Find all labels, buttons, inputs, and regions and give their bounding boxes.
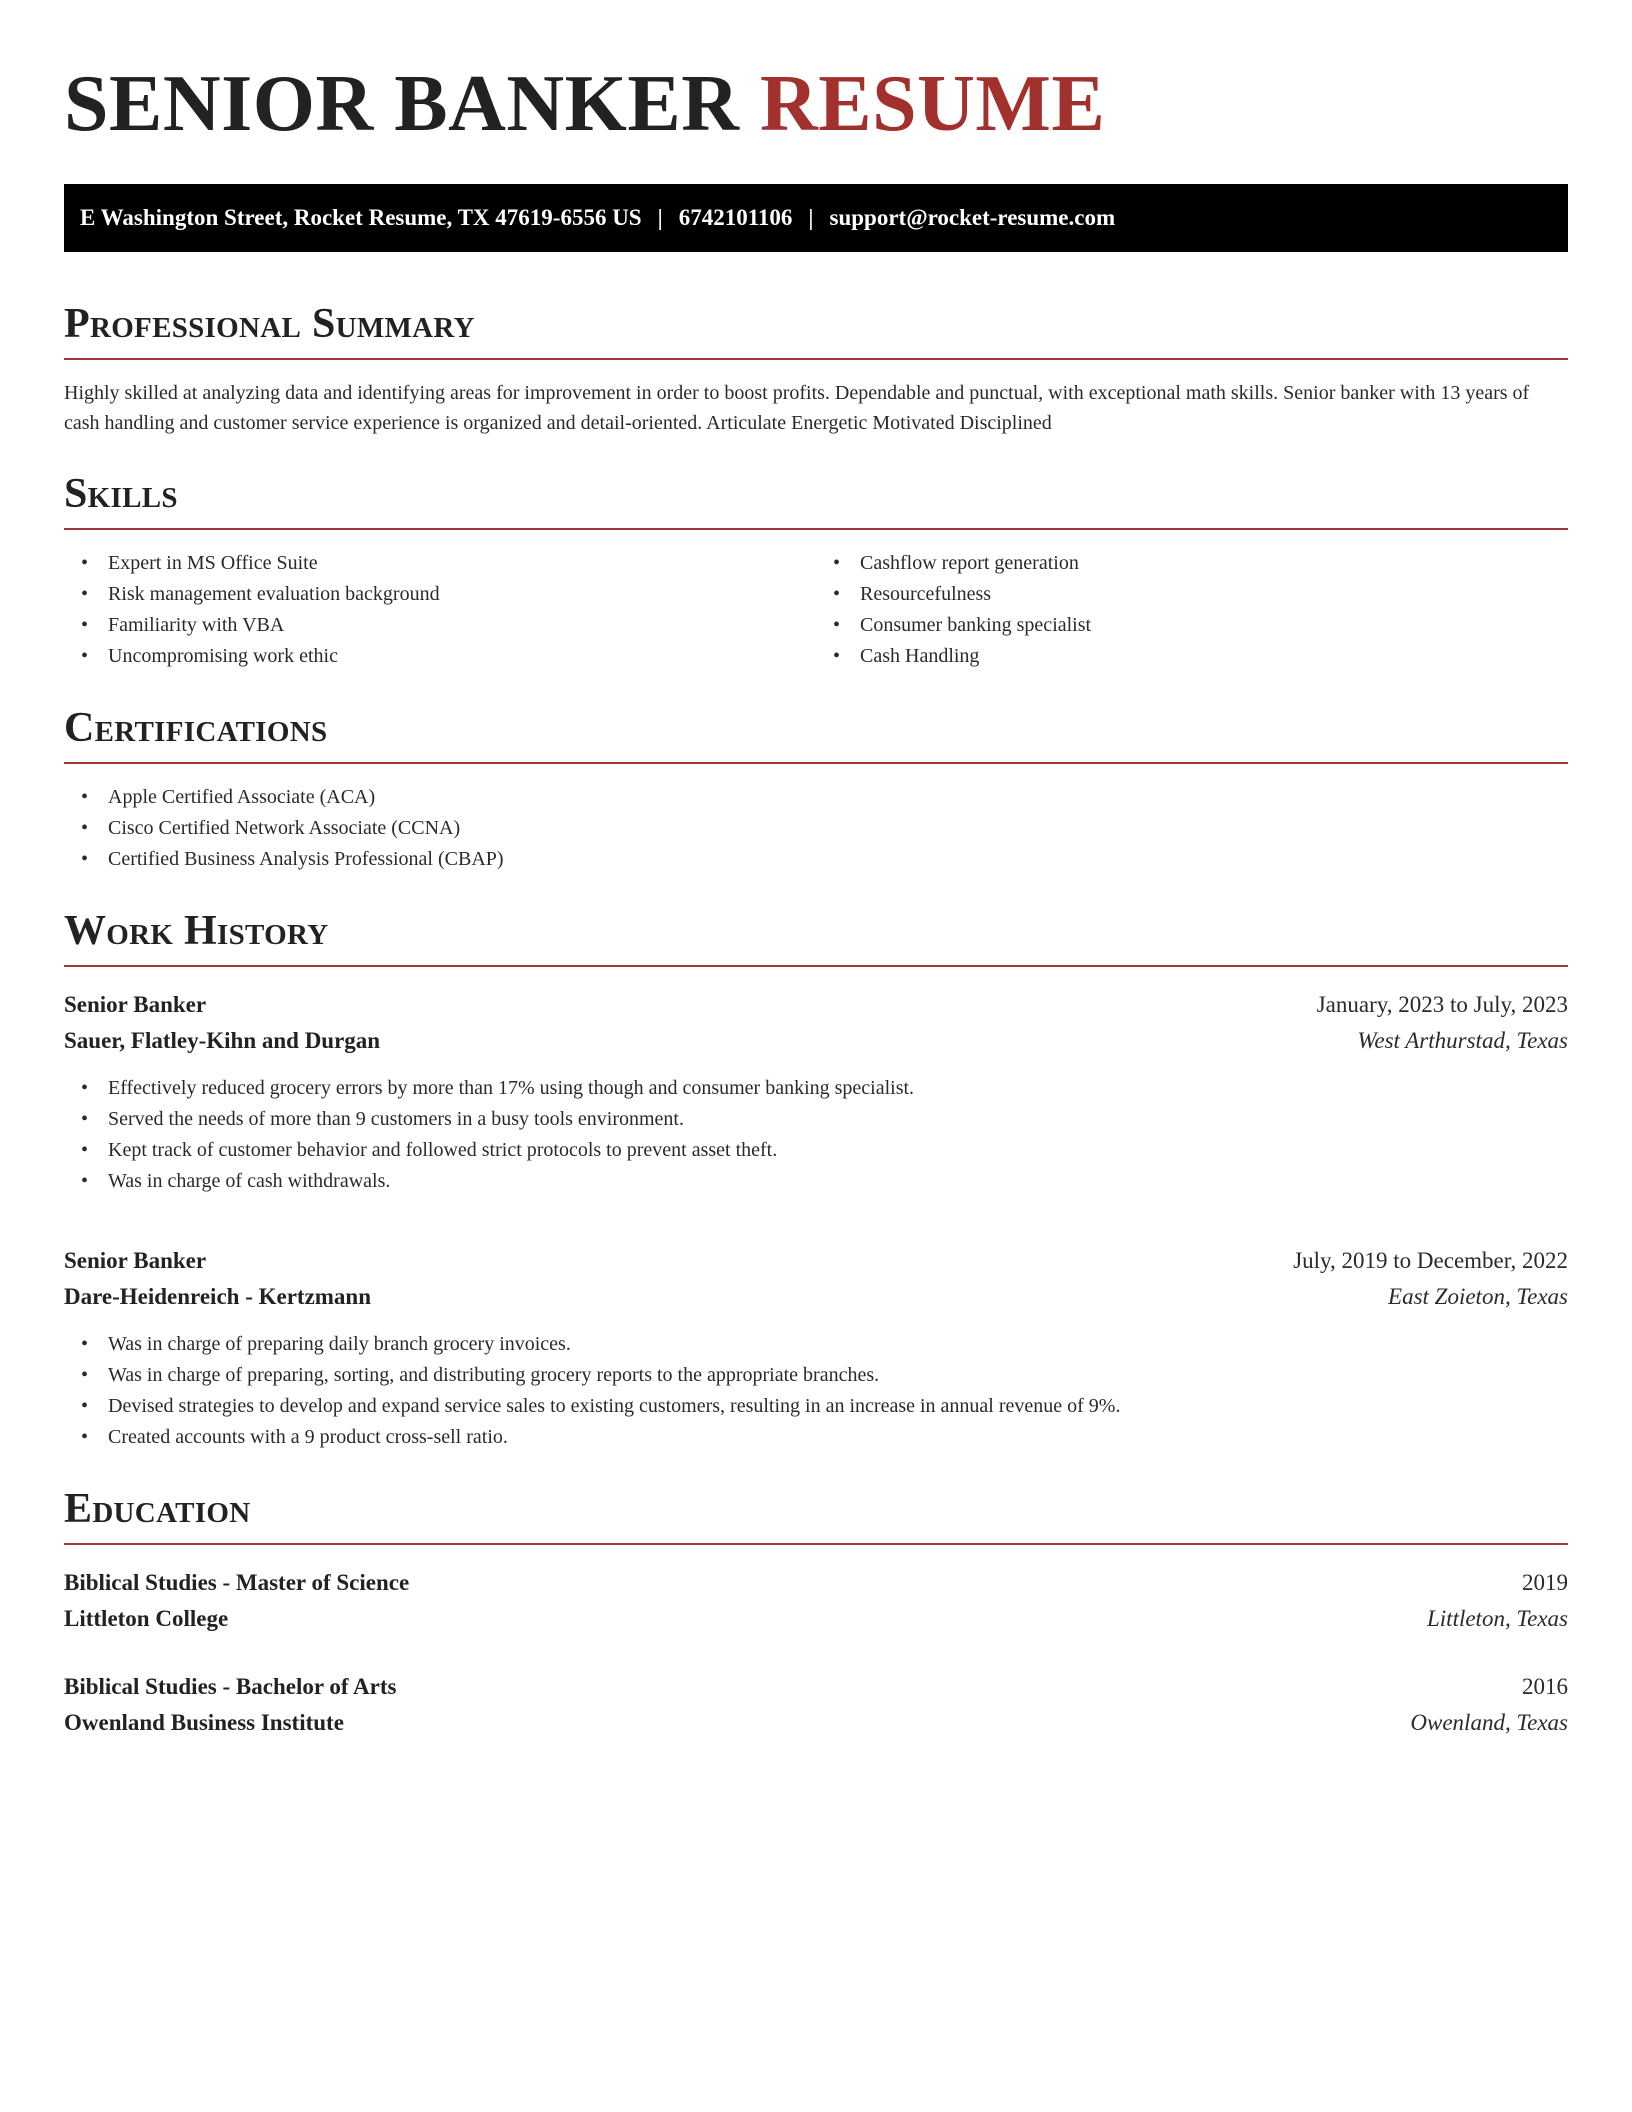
list-item bbox=[81, 1422, 1568, 1453]
list-item-text: Cashflow report generation bbox=[860, 552, 1079, 574]
list-item-text: Uncompromising work ethic bbox=[108, 645, 338, 667]
contact-separator: | bbox=[657, 205, 663, 230]
job-role: Senior Banker bbox=[64, 992, 207, 1017]
bullet-glyph: • bbox=[81, 1333, 89, 1355]
list-item bbox=[81, 1073, 1568, 1104]
bullet-glyph: • bbox=[81, 583, 89, 605]
bullet-glyph: • bbox=[81, 614, 89, 636]
job-bullets bbox=[64, 1329, 1568, 1453]
list-item-text: Served the needs of more than 9 customers in a busy tools environment. bbox=[108, 1108, 684, 1130]
education-list bbox=[64, 1565, 1568, 1741]
list-item bbox=[833, 548, 1568, 579]
bullet-glyph: • bbox=[833, 552, 841, 574]
certifications-list bbox=[64, 782, 1568, 875]
summary-text: Highly skilled at analyzing data and identifying areas for improvement in order to boost profits. Dependable and punctual, with exceptional math skills. Senior banker with 13 years of cash handling and customer service experience is organized and detail-oriented. Articulate Energetic Motivated Disciplined bbox=[64, 382, 1530, 434]
bullet-glyph: • bbox=[81, 552, 89, 574]
education-degree: Biblical Studies - Bachelor of Arts bbox=[64, 1674, 397, 1699]
education-header-row bbox=[64, 1565, 1568, 1601]
job-entry bbox=[64, 1243, 1568, 1453]
bullet-glyph: • bbox=[81, 1077, 89, 1099]
contact-phone: 6742101106 bbox=[678, 205, 793, 230]
job-dates: January, 2023 to July, 2023 bbox=[1316, 992, 1568, 1017]
contact-separator: | bbox=[808, 205, 814, 230]
bullet-glyph: • bbox=[81, 1170, 89, 1192]
summary-section bbox=[64, 298, 1568, 438]
skills-grid bbox=[64, 530, 1568, 672]
section-divider bbox=[64, 358, 1568, 360]
skills-column-right bbox=[816, 530, 1568, 672]
education-header-row bbox=[64, 1669, 1568, 1705]
skills-list-right bbox=[816, 548, 1568, 672]
list-item-text: Certified Business Analysis Professional (CBAP) bbox=[108, 848, 504, 870]
skills-column-left bbox=[64, 530, 816, 672]
bullet-glyph: • bbox=[81, 1364, 89, 1386]
list-item-text: Was in charge of preparing, sorting, and distributing grocery reports to the appropriate branches. bbox=[108, 1364, 880, 1386]
job-header-row bbox=[64, 987, 1568, 1023]
section-divider bbox=[64, 1543, 1568, 1545]
section-title-skills: Skills bbox=[64, 471, 178, 517]
list-item-text: Consumer banking specialist bbox=[860, 614, 1092, 636]
list-item bbox=[81, 1166, 1568, 1197]
bullet-glyph: • bbox=[81, 786, 89, 808]
list-item bbox=[81, 782, 1568, 813]
education-entry bbox=[64, 1565, 1568, 1637]
section-title-work-history: Work History bbox=[64, 908, 329, 954]
resume-title bbox=[64, 48, 1568, 160]
list-item bbox=[81, 1391, 1568, 1422]
section-title-summary: Professional Summary bbox=[64, 301, 475, 347]
list-item bbox=[81, 1329, 1568, 1360]
education-school: Littleton College bbox=[64, 1606, 229, 1631]
education-location: Littleton, Texas bbox=[1427, 1606, 1568, 1631]
title-role: SENIOR BANKER bbox=[64, 60, 740, 148]
section-title-education: Education bbox=[64, 1486, 251, 1532]
skills-section bbox=[64, 468, 1568, 672]
bullet-glyph: • bbox=[81, 1395, 89, 1417]
bullet-glyph: • bbox=[81, 1108, 89, 1130]
job-company-row bbox=[64, 1023, 1568, 1059]
list-item-text: Effectively reduced grocery errors by more than 17% using though and consumer banking specialist. bbox=[108, 1077, 915, 1099]
job-role: Senior Banker bbox=[64, 1248, 207, 1273]
job-header-row bbox=[64, 1243, 1568, 1279]
education-entry bbox=[64, 1669, 1568, 1741]
bullet-glyph: • bbox=[81, 1139, 89, 1161]
work-history-section bbox=[64, 905, 1568, 1453]
contact-email: support@rocket-resume.com bbox=[829, 205, 1116, 230]
list-item bbox=[81, 579, 816, 610]
job-company-row bbox=[64, 1279, 1568, 1315]
education-degree: Biblical Studies - Master of Science bbox=[64, 1570, 410, 1595]
bullet-glyph: • bbox=[81, 817, 89, 839]
list-item bbox=[81, 641, 816, 672]
bullet-glyph: • bbox=[81, 645, 89, 667]
contact-address: E Washington Street, Rocket Resume, TX 47619-6556 US bbox=[80, 205, 642, 230]
list-item-text: Was in charge of preparing daily branch grocery invoices. bbox=[108, 1333, 571, 1355]
education-year: 2016 bbox=[1522, 1674, 1568, 1699]
work-history-list bbox=[64, 987, 1568, 1453]
job-company: Sauer, Flatley-Kihn and Durgan bbox=[64, 1028, 381, 1053]
list-item-text: Was in charge of cash withdrawals. bbox=[108, 1170, 391, 1192]
section-title-certifications: Certifications bbox=[64, 705, 328, 751]
list-item bbox=[81, 1104, 1568, 1135]
job-bullets bbox=[64, 1073, 1568, 1197]
education-school-row bbox=[64, 1601, 1568, 1637]
job-location: West Arthurstad, Texas bbox=[1357, 1028, 1568, 1053]
list-item bbox=[81, 610, 816, 641]
bullet-glyph: • bbox=[81, 848, 89, 870]
list-item-text: Familiarity with VBA bbox=[108, 614, 285, 636]
education-school: Owenland Business Institute bbox=[64, 1710, 344, 1735]
list-item-text: Resourcefulness bbox=[860, 583, 992, 605]
job-dates: July, 2019 to December, 2022 bbox=[1293, 1248, 1568, 1273]
contact-bar bbox=[64, 184, 1568, 252]
list-item-text: Devised strategies to develop and expand service sales to existing customers, resulting in an increase in annual revenue of 9%. bbox=[108, 1395, 1121, 1417]
list-item bbox=[81, 548, 816, 579]
list-item bbox=[81, 844, 1568, 875]
list-item-text: Created accounts with a 9 product cross-sell ratio. bbox=[108, 1426, 508, 1448]
section-divider bbox=[64, 965, 1568, 967]
education-year: 2019 bbox=[1522, 1570, 1568, 1595]
list-item bbox=[833, 610, 1568, 641]
list-item bbox=[81, 813, 1568, 844]
job-entry bbox=[64, 987, 1568, 1197]
job-location: East Zoieton, Texas bbox=[1388, 1284, 1568, 1309]
education-school-row bbox=[64, 1705, 1568, 1741]
list-item-text: Expert in MS Office Suite bbox=[108, 552, 318, 574]
certifications-section bbox=[64, 702, 1568, 875]
bullet-glyph: • bbox=[833, 645, 841, 667]
list-item-text: Cisco Certified Network Associate (CCNA) bbox=[108, 817, 461, 839]
list-item bbox=[81, 1360, 1568, 1391]
list-item bbox=[833, 579, 1568, 610]
list-item bbox=[833, 641, 1568, 672]
education-section bbox=[64, 1483, 1568, 1741]
education-location: Owenland, Texas bbox=[1410, 1710, 1568, 1735]
bullet-glyph: • bbox=[81, 1426, 89, 1448]
bullet-glyph: • bbox=[833, 583, 841, 605]
job-company: Dare-Heidenreich - Kertzmann bbox=[64, 1284, 372, 1309]
list-item-text: Risk management evaluation background bbox=[108, 583, 440, 605]
section-divider bbox=[64, 762, 1568, 764]
title-resume-word: RESUME bbox=[760, 60, 1106, 148]
list-item-text: Apple Certified Associate (ACA) bbox=[108, 786, 376, 808]
list-item-text: Cash Handling bbox=[860, 645, 980, 667]
skills-list-left bbox=[64, 548, 816, 672]
list-item-text: Kept track of customer behavior and followed strict protocols to prevent asset theft. bbox=[108, 1139, 778, 1161]
bullet-glyph: • bbox=[833, 614, 841, 636]
list-item bbox=[81, 1135, 1568, 1166]
